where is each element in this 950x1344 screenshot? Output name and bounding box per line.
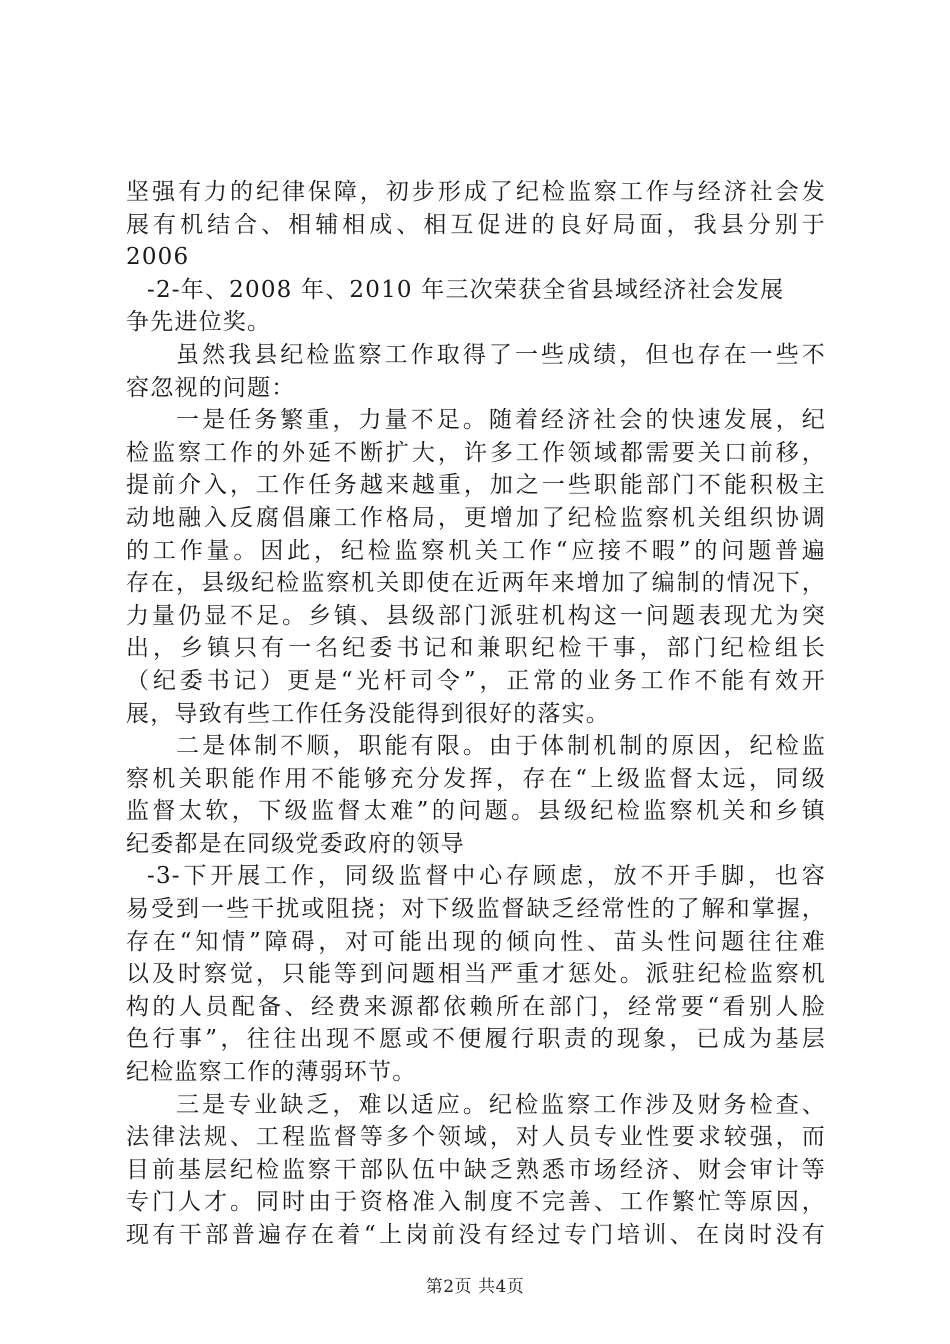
text-line: 展，导致有些工作任务没能得到很好的落实。 <box>126 700 610 727</box>
text-line: 展有机结合、相辅相成、相互促进的良好局面，我县分别于 <box>126 211 826 238</box>
text-line: 以及时察觉，只能等到问题相当严重才惩处。派驻纪检监察机 <box>126 961 826 988</box>
body-text <box>126 176 826 1252</box>
text-line: 察机关职能作用不能够充分发挥，存在“上级监督太远，同级 <box>126 765 826 792</box>
paragraph-start-line: 三是专业缺乏，难以适应。纪检监察工作涉及财务检查、 <box>176 1091 826 1118</box>
text-line: 易受到一些干扰或阻挠；对下级监督缺乏经常性的了解和掌握， <box>126 896 826 923</box>
text-line: 专门人才。同时由于资格准入制度不完善、工作繁忙等原因， <box>126 1189 826 1216</box>
text-line: 容忽视的问题： <box>126 374 296 401</box>
text-line: 出，乡镇只有一名纪委书记和兼职纪检干事，部门纪检组长 <box>126 635 826 662</box>
text-line: -3-下开展工作，同级监督中心存顾虑，放不开手脚，也容 <box>147 863 826 890</box>
text-line: 力量仍显不足。乡镇、县级部门派驻机构这一问题表现尤为突 <box>126 602 826 629</box>
text-line: 构的人员配备、经费来源都依赖所在部门，经常要“看别人脸 <box>126 993 826 1020</box>
text-line: 目前基层纪检监察干部队伍中缺乏熟悉市场经济、财会审计等 <box>126 1156 826 1183</box>
text-line: 坚强有力的纪律保障，初步形成了纪检监察工作与经济社会发 <box>126 179 826 205</box>
text-line: 纪检监察工作的薄弱环节。 <box>126 1059 417 1086</box>
paragraph-start-line: 虽然我县纪检监察工作取得了一些成绩，但也存在一些不 <box>176 341 826 368</box>
text-line: 法律法规、工程监督等多个领域，对人员专业性要求较强，而 <box>126 1124 826 1151</box>
text-line: 色行事”，往往出现不愿或不便履行职责的现象，已成为基层 <box>126 1026 826 1053</box>
text-line: 存在，县级纪检监察机关即使在近两年来增加了编制的情况下， <box>126 570 826 597</box>
text-line: 监督太软，下级监督太难”的问题。县级纪检监察机关和乡镇 <box>126 798 826 825</box>
text-line: 的工作量。因此，纪检监察机关工作“应接不暇”的问题普遍 <box>126 537 826 564</box>
text-line: 提前介入，工作任务越来越重，加之一些职能部门不能积极主 <box>126 472 826 499</box>
text-line: （纪委书记）更是“光杆司令”，正常的业务工作不能有效开 <box>126 667 826 694</box>
text-line: 现有干部普遍存在着“上岗前没有经过专门培训、在岗时没有 <box>126 1222 826 1248</box>
text-line: 存在“知情”障碍，对可能出现的倾向性、苗头性问题往往难 <box>126 928 826 955</box>
paragraph-start-line: 一是任务繁重，力量不足。随着经济社会的快速发展，纪 <box>176 407 826 434</box>
paragraph-start-line: 二是体制不顺，职能有限。由于体制机制的原因，纪检监 <box>176 733 826 760</box>
text-line: 检监察工作的外延不断扩大，许多工作领域都需要关口前移， <box>126 439 826 466</box>
page-footer: 第2页 共4页 <box>425 1277 525 1297</box>
text-line: 动地融入反腐倡廉工作格局，更增加了纪检监察机关组织协调 <box>126 504 826 531</box>
text-line: -2-年、2008 年、2010 年三次荣获全省县域经济社会发展 <box>147 276 785 303</box>
text-line: 纪委都是在同级党委政府的领导 <box>126 830 465 857</box>
text-line: 争先进位奖。 <box>126 309 272 336</box>
text-line: 2006 <box>126 244 190 271</box>
